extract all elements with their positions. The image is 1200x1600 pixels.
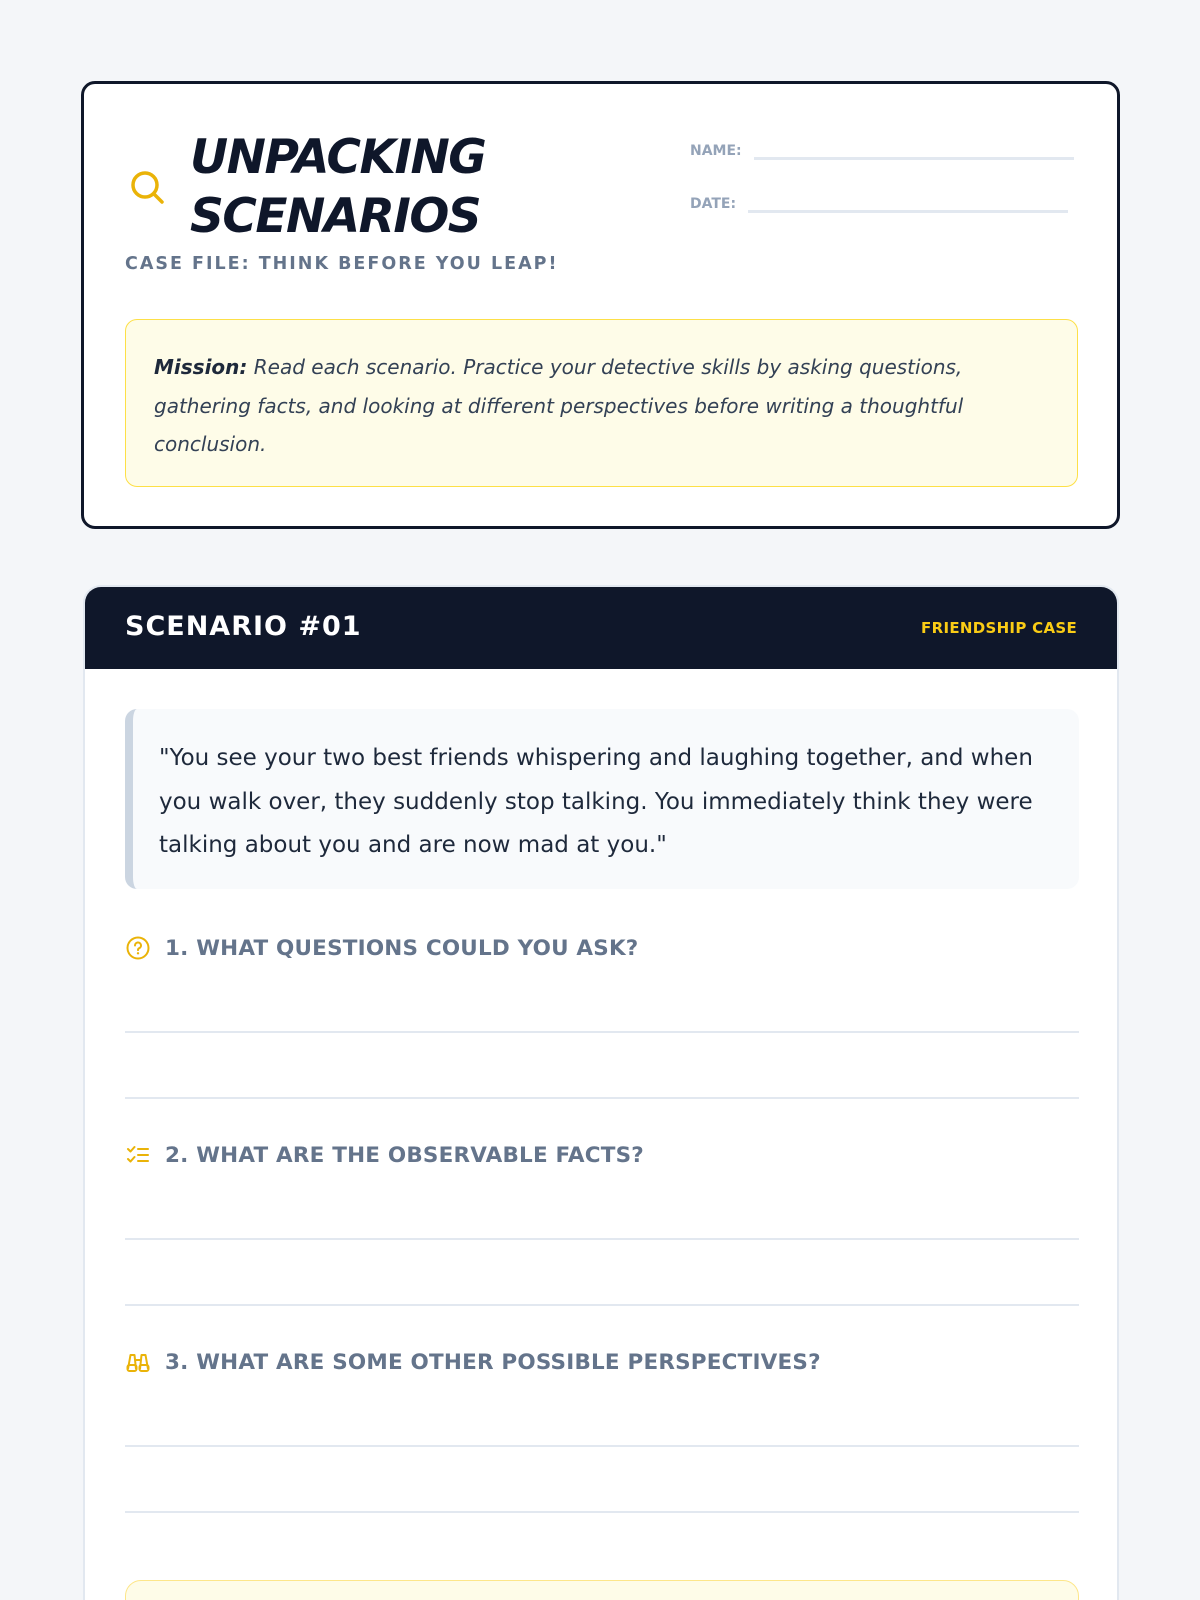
answer-line[interactable]	[125, 1238, 1079, 1240]
page-title	[190, 128, 590, 246]
mission-text: Read each scenario. Practice your detective skills by asking questions, gathering facts, and looking at different perspectives before writing a thoughtful conclusion.	[154, 355, 964, 456]
question-1	[125, 935, 638, 961]
scenario-quote: "You see your two best friends whispering and laughing together, and when you walk over, they suddenly stop talking. You immediately think they were talking about you and are now mad at you."	[125, 709, 1079, 889]
name-field[interactable]	[690, 134, 1074, 160]
answer-line[interactable]	[125, 1031, 1079, 1033]
page-subtitle: CASE FILE: THINK BEFORE YOU LEAP!	[125, 254, 559, 274]
question-3-text: 3. WHAT ARE SOME OTHER POSSIBLE PERSPECTIVES?	[165, 1349, 821, 1375]
question-1-text: 1. WHAT QUESTIONS COULD YOU ASK?	[165, 935, 639, 961]
answer-line[interactable]	[125, 1445, 1079, 1447]
name-input-line[interactable]	[754, 134, 1074, 160]
question-3	[125, 1349, 821, 1375]
scenario-title: SCENARIO #01	[125, 611, 362, 642]
scenario-header	[85, 587, 1117, 669]
name-label: NAME:	[690, 143, 742, 159]
date-input-line[interactable]	[748, 187, 1068, 213]
binoculars-icon	[125, 1349, 151, 1375]
scenario-tag: FRIENDSHIP CASE	[921, 619, 1077, 637]
checklist-icon	[125, 1142, 151, 1168]
worksheet-header	[81, 81, 1120, 529]
answer-line[interactable]	[125, 1097, 1079, 1099]
mission-label: Mission:	[154, 355, 248, 379]
question-circle-icon	[125, 935, 151, 961]
question-2-text: 2. WHAT ARE THE OBSERVABLE FACTS?	[165, 1142, 644, 1168]
mission-box	[125, 319, 1078, 487]
date-field[interactable]	[690, 187, 1068, 213]
answer-line[interactable]	[125, 1304, 1079, 1306]
scenario-card	[83, 585, 1119, 1600]
question-2	[125, 1142, 644, 1168]
answer-line[interactable]	[125, 1511, 1079, 1513]
search-icon	[128, 168, 168, 208]
date-label: DATE:	[690, 196, 737, 212]
title-line-2: SCENARIOS	[190, 189, 481, 244]
title-line-1: UNPACKING	[190, 130, 486, 185]
conclusion-box	[125, 1580, 1079, 1600]
